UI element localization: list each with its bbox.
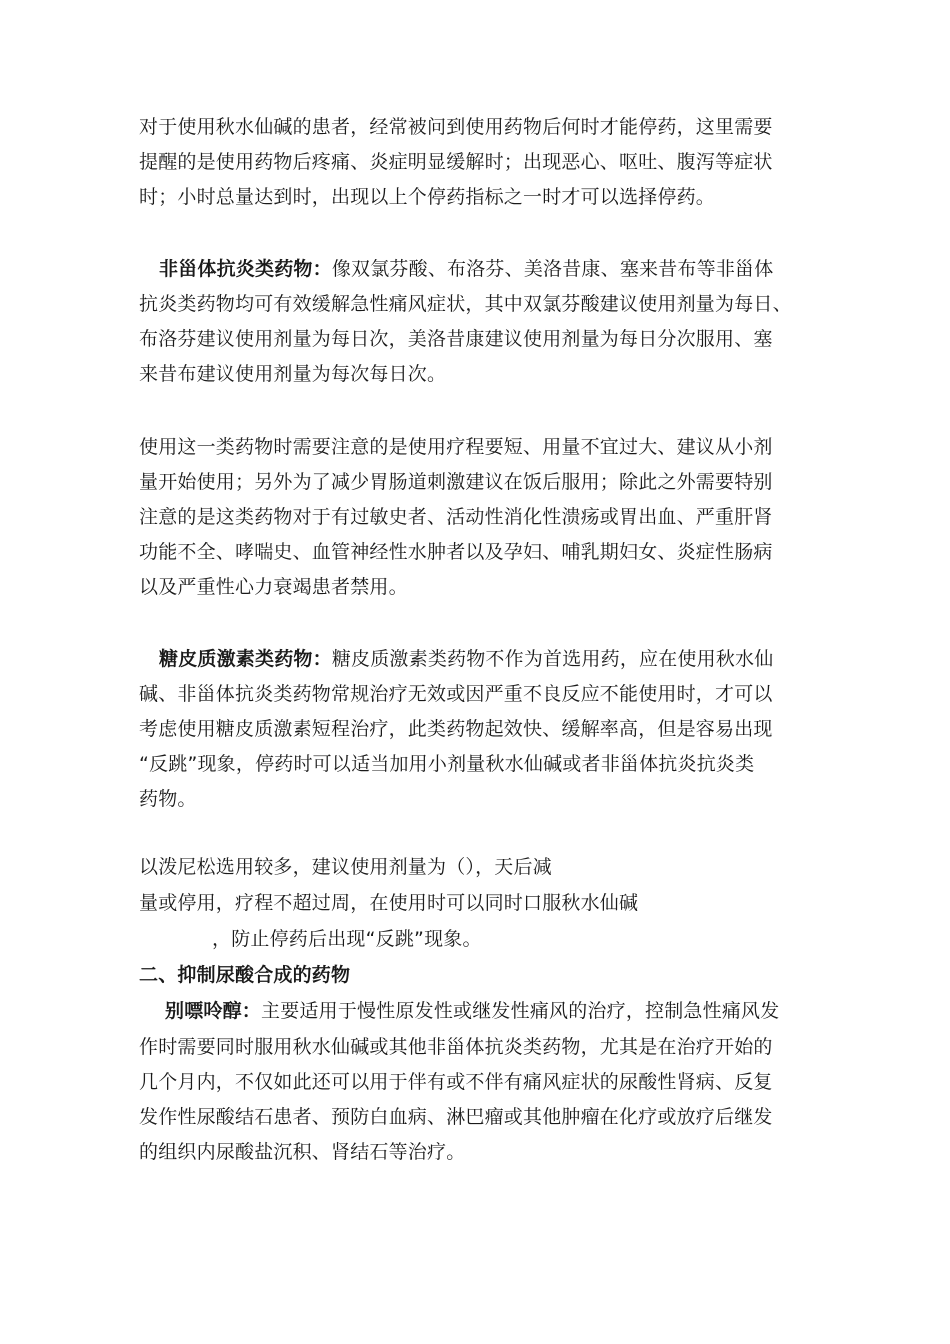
paragraph-5-line-3: ，防止停药后出现“反跳”现象。 — [212, 928, 482, 950]
paragraph-1-line-3: 时；小时总量达到时，出现以上个停药指标之一时才可以选择停药。 — [139, 186, 716, 208]
paragraph-4-line-4: “反跳”现象，停药时可以适当加用小剂量秋水仙碱或者非甾体抗炎抗炎类 — [139, 753, 755, 775]
paragraph-3-line-5: 以及严重性心力衰竭患者禁用。 — [139, 576, 408, 598]
paragraph-6-line-4: 发作性尿酸结石患者、预防白血病、淋巴瘤或其他肿瘤在化疗或放疗后继发 — [139, 1106, 773, 1128]
paragraph-2-line-1-text: 像双氯芬酸、布洛芬、美洛昔康、塞来昔布等非甾体 — [331, 258, 774, 280]
paragraph-6-line-5: 的组织内尿酸盐沉积、肾结石等治疗。 — [139, 1141, 466, 1163]
paragraph-4-line-1 — [159, 644, 773, 671]
paragraph-1-line-2: 提醒的是使用药物后疼痛、炎症明显缓解时；出现恶心、呕吐、腹泻等症状 — [139, 151, 773, 173]
section-heading: 二、抑制尿酸合成的药物 — [139, 964, 351, 986]
paragraph-4-line-1-text: 糖皮质激素类药物不作为首选用药，应在使用秋水仙 — [331, 648, 774, 670]
paragraph-4-line-5: 药物。 — [139, 788, 197, 810]
paragraph-6-line-2: 作时需要同时服用秋水仙碱或其他非甾体抗炎类药物，尤其是在治疗开始的 — [139, 1036, 773, 1058]
paragraph-2-line-3: 布洛芬建议使用剂量为每日次，美洛昔康建议使用剂量为每日分次服用、塞 — [139, 328, 773, 350]
allopurinol-lead-term: 别嘌呤醇： — [165, 1000, 262, 1022]
paragraph-3-line-2: 量开始使用；另外为了减少胃肠道刺激建议在饭后服用；除此之外需要特别 — [139, 471, 773, 493]
glucocorticoid-lead-term: 糖皮质激素类药物： — [159, 648, 332, 670]
paragraph-2-line-4: 来昔布建议使用剂量为每次每日次。 — [139, 363, 447, 385]
paragraph-4-line-3: 考虑使用糖皮质激素短程治疗，此类药物起效快、缓解率高，但是容易出现 — [139, 718, 773, 740]
nsaid-lead-term: 非甾体抗炎类药物： — [159, 258, 332, 280]
paragraph-3-line-4: 功能不全、哮喘史、血管神经性水肿者以及孕妇、哺乳期妇女、炎症性肠病 — [139, 541, 773, 563]
paragraph-5-line-2: 量或停用，疗程不超过周，在使用时可以同时口服秋水仙碱 — [139, 892, 639, 914]
paragraph-6-line-1-text: 主要适用于慢性原发性或继发性痛风的治疗，控制急性痛风发 — [261, 1000, 780, 1022]
paragraph-2-line-2: 抗炎类药物均可有效缓解急性痛风症状，其中双氯芬酸建议使用剂量为每日、 — [139, 293, 792, 315]
paragraph-6-line-3: 几个月内，不仅如此还可以用于伴有或不伴有痛风症状的尿酸性肾病、反复 — [139, 1071, 773, 1093]
paragraph-1-line-1: 对于使用秋水仙碱的患者，经常被问到使用药物后何时才能停药，这里需要 — [139, 116, 773, 138]
paragraph-3-line-1: 使用这一类药物时需要注意的是使用疗程要短、用量不宜过大、建议从小剂 — [139, 436, 773, 458]
paragraph-5-line-1: 以泼尼松选用较多，建议使用剂量为（），天后减 — [139, 856, 552, 878]
paragraph-3-line-3: 注意的是这类药物对于有过敏史者、活动性消化性溃疡或胃出血、严重肝肾 — [139, 506, 773, 528]
paragraph-2-line-1 — [159, 254, 773, 281]
paragraph-4-line-2: 碱、非甾体抗炎类药物常规治疗无效或因严重不良反应不能使用时，才可以 — [139, 683, 773, 705]
paragraph-6-line-1 — [165, 996, 779, 1023]
